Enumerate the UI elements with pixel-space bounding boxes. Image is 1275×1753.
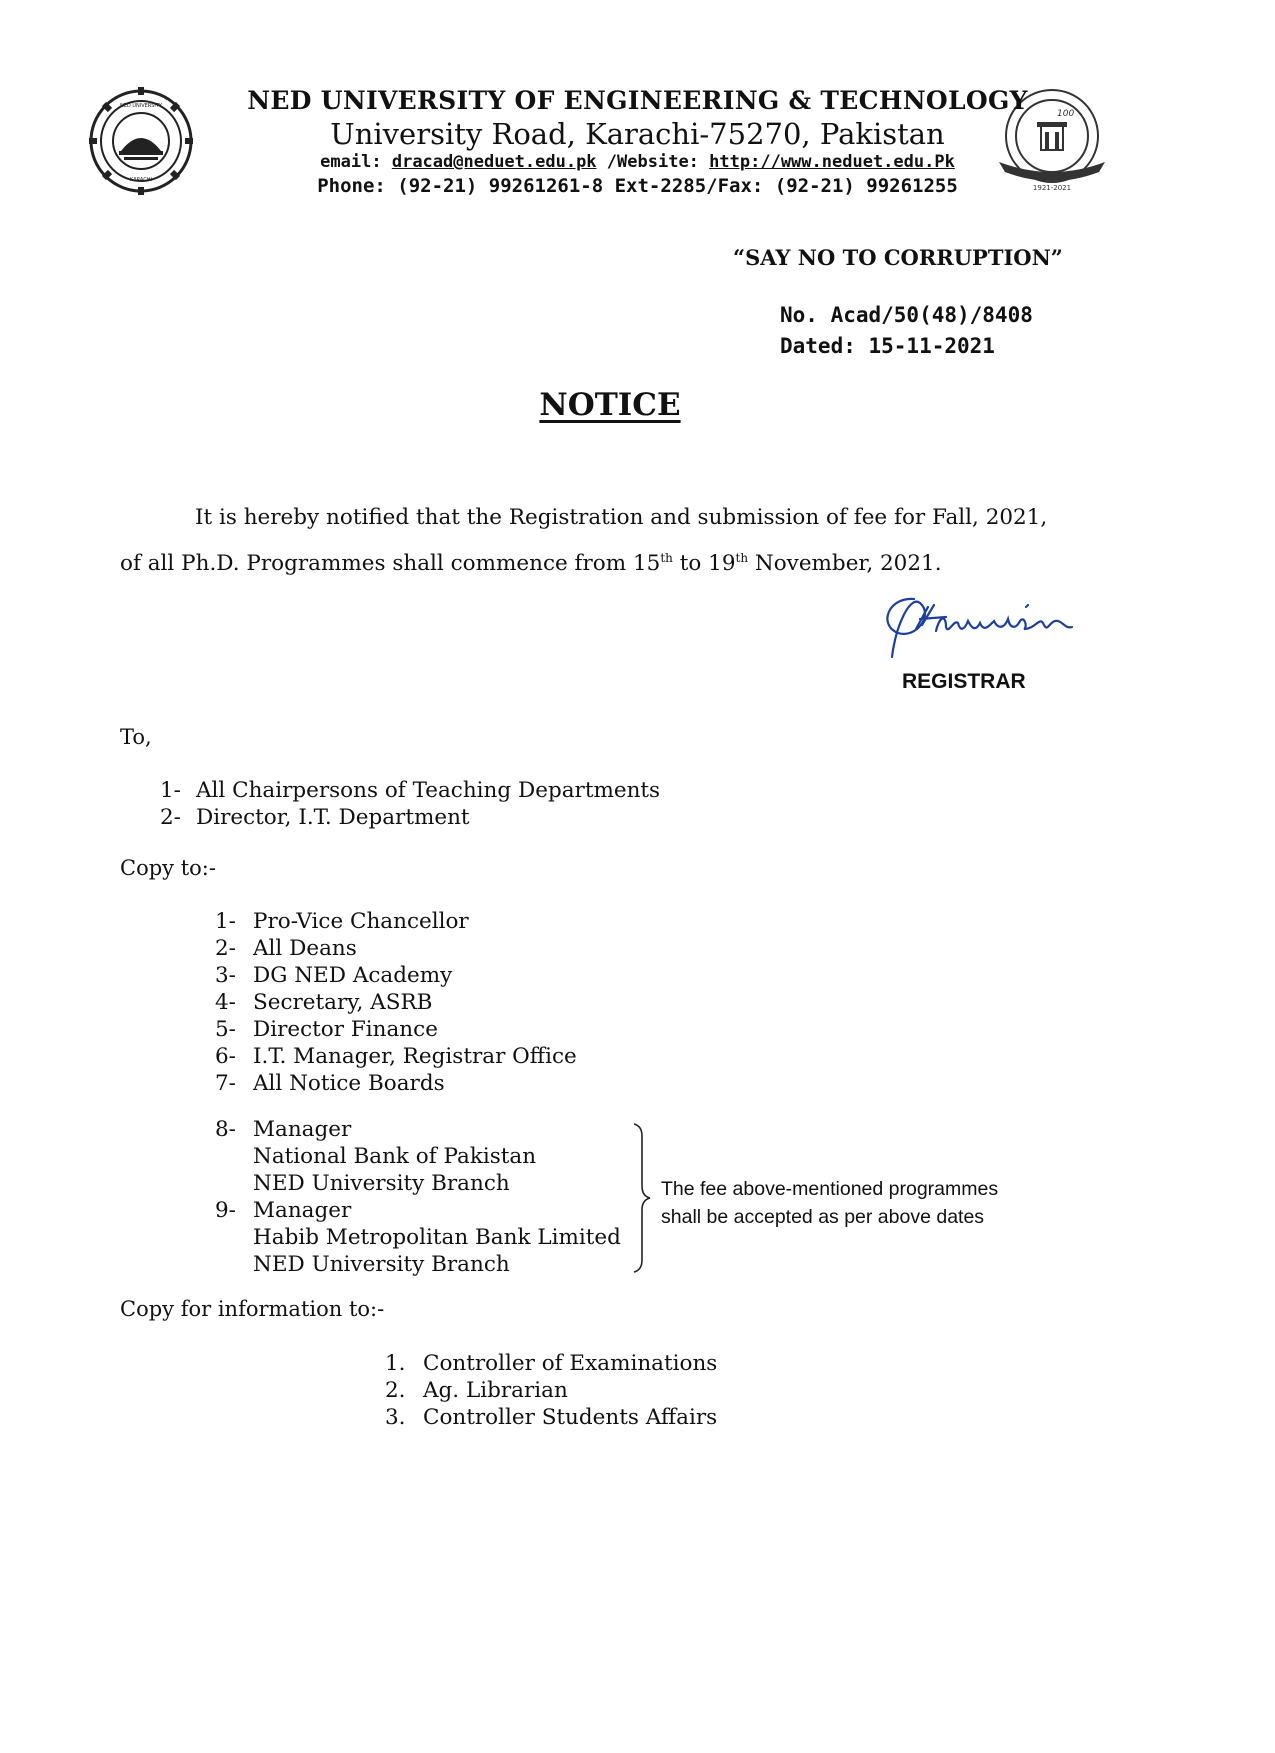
contact-email-line [0, 152, 1275, 172]
svg-text:NED UNIVERSITY: NED UNIVERSITY [119, 103, 163, 109]
svg-text:KARACHI: KARACHI [130, 177, 152, 183]
body-line-1: It is hereby notified that the Registration and submission of fee for Fall, 2021, [195, 505, 1048, 530]
copy-to-label: Copy to:- [120, 856, 216, 880]
list-item: 2- All Deans [215, 936, 357, 961]
email-link[interactable]: dracad@neduet.edu.pk [391, 152, 597, 172]
notice-body [120, 498, 1120, 584]
notice-title: NOTICE [539, 387, 681, 423]
registrar-title: REGISTRAR [902, 670, 1026, 693]
copy-for-info-label: Copy for information to:- [120, 1297, 385, 1321]
to-label: To, [120, 725, 152, 749]
reference-number: No. Acad/50(48)/8408 [780, 303, 1033, 327]
list-item: 8- Manager [215, 1117, 352, 1142]
list-item: 3- DG NED Academy [215, 963, 453, 988]
right-brace-icon [632, 1122, 652, 1274]
slogan: “SAY NO TO CORRUPTION” [733, 245, 1063, 270]
svg-text:1921-2021: 1921-2021 [1032, 184, 1072, 192]
body-line-2: of all Ph.D. Programmes shall commence from 15th to 19th November, 2021. [120, 551, 942, 577]
list-item: 1- Pro-Vice Chancellor [215, 909, 469, 934]
list-item-sub: National Bank of Pakistan [253, 1144, 537, 1169]
list-item-sub: NED University Branch [253, 1171, 510, 1196]
list-item-sub: NED University Branch [253, 1252, 510, 1277]
copy-to-list [215, 908, 577, 1097]
list-item: 7- All Notice Boards [215, 1071, 445, 1096]
list-item: 2. Ag. Librarian [385, 1378, 568, 1403]
list-item-sub: Habib Metropolitan Bank Limited [253, 1225, 621, 1250]
email-label: email: [320, 152, 382, 172]
list-item: 1. Controller of Examinations [385, 1351, 718, 1376]
copy-for-info-list [385, 1350, 717, 1431]
university-address: University Road, Karachi-75270, Pakistan [330, 117, 945, 151]
list-item: 1- All Chairpersons of Teaching Departments [160, 778, 661, 803]
website-link[interactable]: http://www.neduet.edu.Pk [709, 152, 955, 172]
phone-fax-line: Phone: (92-21) 99261261-8 Ext-2285/Fax: (92-21) 99261255 [317, 175, 958, 197]
list-item: 4- Secretary, ASRB [215, 990, 433, 1015]
list-item: 3. Controller Students Affairs [385, 1405, 718, 1430]
svg-text:100: 100 [1057, 109, 1075, 119]
list-item: 2- Director, I.T. Department [160, 805, 470, 830]
list-item: 9- Manager [215, 1198, 352, 1223]
list-item: 6- I.T. Manager, Registrar Office [215, 1044, 577, 1069]
list-item: 5- Director Finance [215, 1017, 438, 1042]
bank-note: The fee above-mentioned programmes shall be accepted as per above dates [661, 1178, 999, 1228]
university-name: NED UNIVERSITY OF ENGINEERING & TECHNOLOGY [247, 86, 1028, 115]
to-list [160, 777, 660, 831]
website-label: /Website: [606, 152, 699, 172]
notice-date: Dated: 15-11-2021 [780, 334, 995, 358]
registrar-signature [876, 585, 1076, 665]
bank-list [215, 1116, 621, 1278]
